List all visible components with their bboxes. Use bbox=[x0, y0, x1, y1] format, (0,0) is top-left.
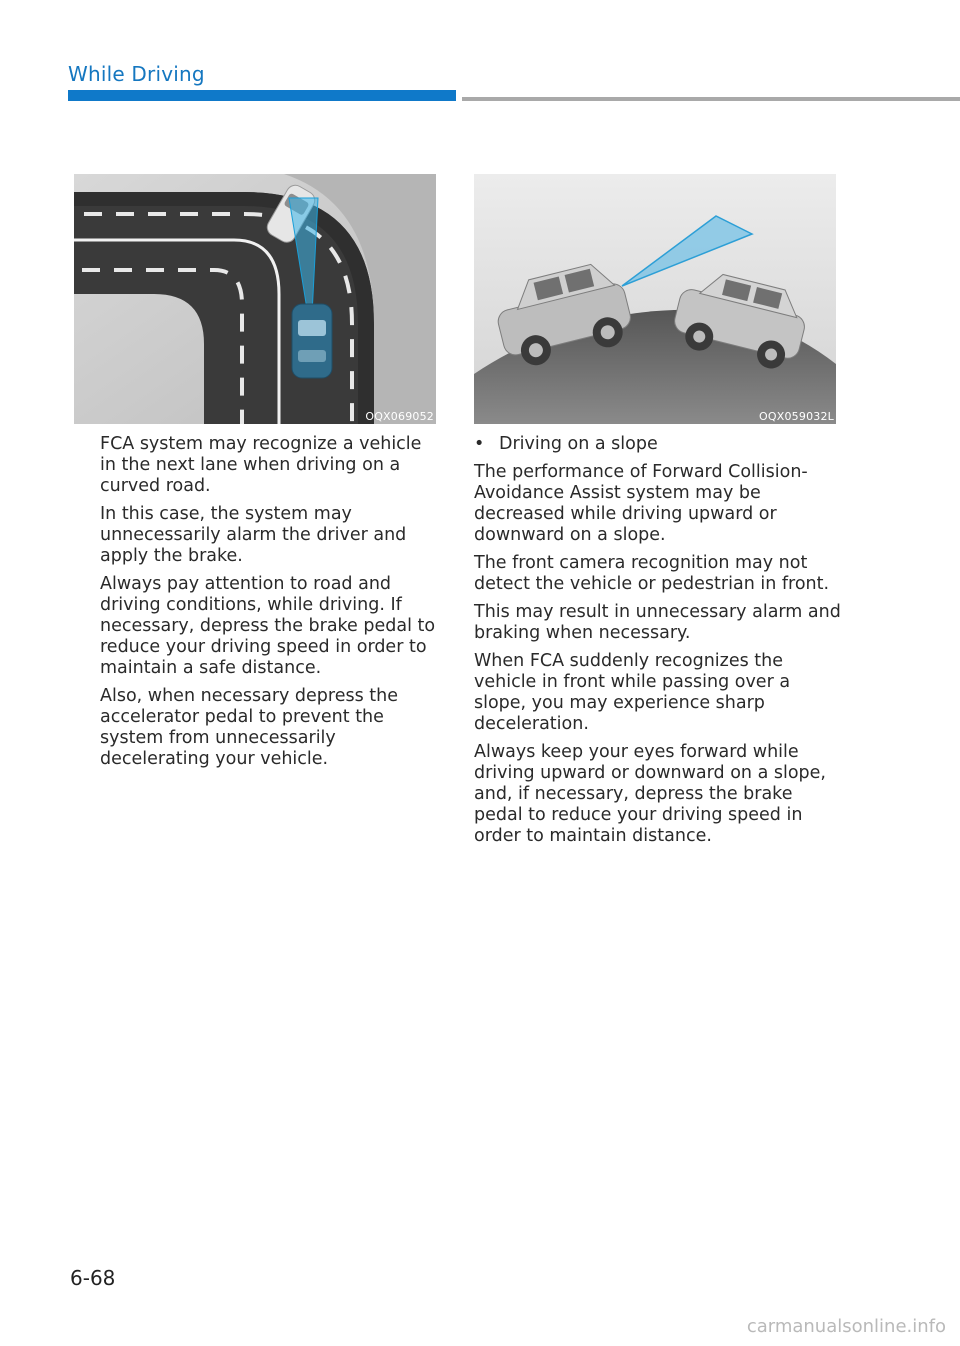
slope-illustration bbox=[474, 174, 836, 424]
slope-drawing bbox=[474, 174, 836, 424]
figure-code-right: OQX059032L bbox=[759, 410, 834, 423]
paragraph: Always keep your eyes forward while driving upward or downward on a slope, and, if necessary, depress the brake pedal to reduce your driving speed in order to maintain distance. bbox=[474, 742, 826, 846]
figure-code-left: OQX069052 bbox=[365, 410, 434, 423]
paragraph: When FCA suddenly recognizes the vehicle in front while passing over a slope, you may experience sharp deceleration. bbox=[474, 651, 791, 734]
right-text-column bbox=[474, 434, 846, 854]
page-number: 6-68 bbox=[70, 1266, 116, 1290]
bullet-item bbox=[474, 434, 846, 455]
paragraph: In this case, the system may unnecessarily alarm the driver and apply the brake. bbox=[100, 504, 407, 566]
left-text-column bbox=[100, 434, 440, 777]
own-vehicle bbox=[292, 304, 332, 378]
paragraph: Always pay attention to road and driving conditions, while driving. If necessary, depress the brake pedal to reduce your driving speed in order to maintain a safe distance. bbox=[100, 574, 436, 678]
watermark: carmanualsonline.info bbox=[746, 1316, 946, 1337]
section-title: While Driving bbox=[68, 62, 205, 86]
paragraph: The front camera recognition may not detect the vehicle or pedestrian in front. bbox=[474, 553, 830, 594]
paragraph: FCA system may recognize a vehicle in the next lane when driving on a curved road. bbox=[100, 434, 422, 496]
paragraph: The performance of Forward Collision-Avoidance Assist system may be decreased while driving upward or downward on a slope. bbox=[474, 462, 808, 545]
header-rule-gray bbox=[462, 97, 960, 101]
bullet-symbol: • bbox=[474, 434, 485, 454]
paragraph: This may result in unnecessary alarm and braking when necessary. bbox=[474, 602, 841, 643]
paragraph: Also, when necessary depress the accelerator pedal to prevent the system from unnecessarily decelerating your vehicle. bbox=[100, 686, 399, 769]
curved-road-illustration bbox=[74, 174, 436, 424]
curved-road-drawing bbox=[74, 174, 436, 424]
header-rule-blue bbox=[68, 90, 456, 101]
bullet-heading: Driving on a slope bbox=[499, 434, 658, 454]
